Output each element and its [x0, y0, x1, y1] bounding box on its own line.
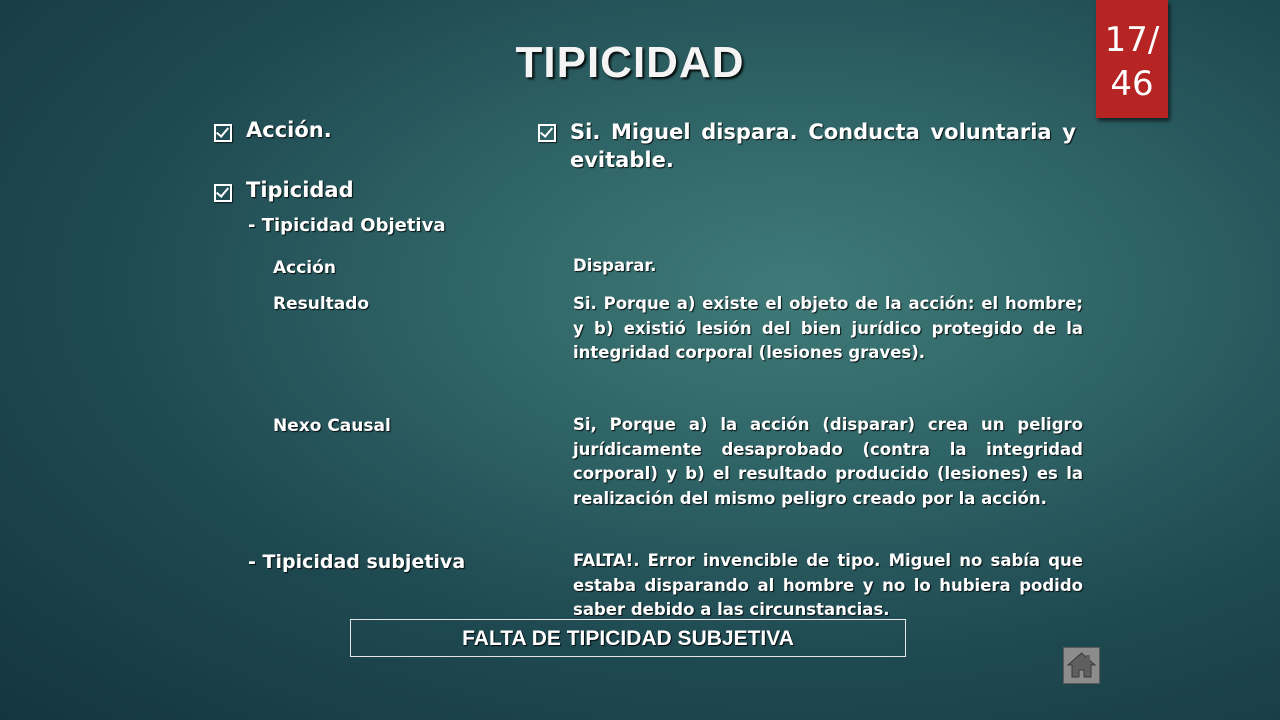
subjetiva-row-detail: FALTA!. Error invencible de tipo. Miguel no sabía que estaba disparando al hombre y no lo hubiera podido saber debido a las circunstancias. [573, 551, 1083, 619]
home-button[interactable] [1063, 647, 1100, 684]
accion-answer-item [538, 118, 1078, 174]
checkbox-icon [214, 184, 232, 202]
checkbox-icon [214, 124, 232, 142]
tipicidad-item [214, 178, 354, 202]
tipicidad-subjetiva-heading: - Tipicidad subjetiva [248, 551, 466, 573]
checkbox-icon [538, 124, 556, 142]
slide-title: TIPICIDAD [515, 38, 745, 87]
tipicidad-label: Tipicidad [246, 178, 354, 202]
resultado-row-detail: Si. Porque a) existe el objeto de la acción: el hombre; y b) existió lesión del bien jurídico protegido de la integridad corporal (lesiones graves). [573, 294, 1083, 362]
resultado-row-label: Resultado [273, 294, 370, 314]
accion-row-label: Acción [273, 258, 336, 278]
nexo-causal-row-detail: Si, Porque a) la acción (disparar) crea un peligro jurídicamente desaprobado (contra la integridad corporal) y b) el resultado producido (lesiones) es la realización del mismo peligro creado por la acción. [573, 415, 1083, 508]
accion-label: Acción. [246, 118, 332, 142]
page-number-badge: 17/ 46 [1096, 0, 1168, 118]
accion-answer-text: Si. Miguel dispara. Conducta voluntaria y evitable. [570, 120, 1076, 172]
home-icon [1064, 648, 1099, 683]
verdict-box: FALTA DE TIPICIDAD SUBJETIVA [350, 619, 906, 657]
accion-item [214, 118, 332, 142]
accion-row-detail: Disparar. [573, 256, 657, 275]
nexo-causal-row-label: Nexo Causal [273, 416, 391, 436]
tipicidad-objetiva-heading: - Tipicidad Objetiva [248, 215, 446, 236]
